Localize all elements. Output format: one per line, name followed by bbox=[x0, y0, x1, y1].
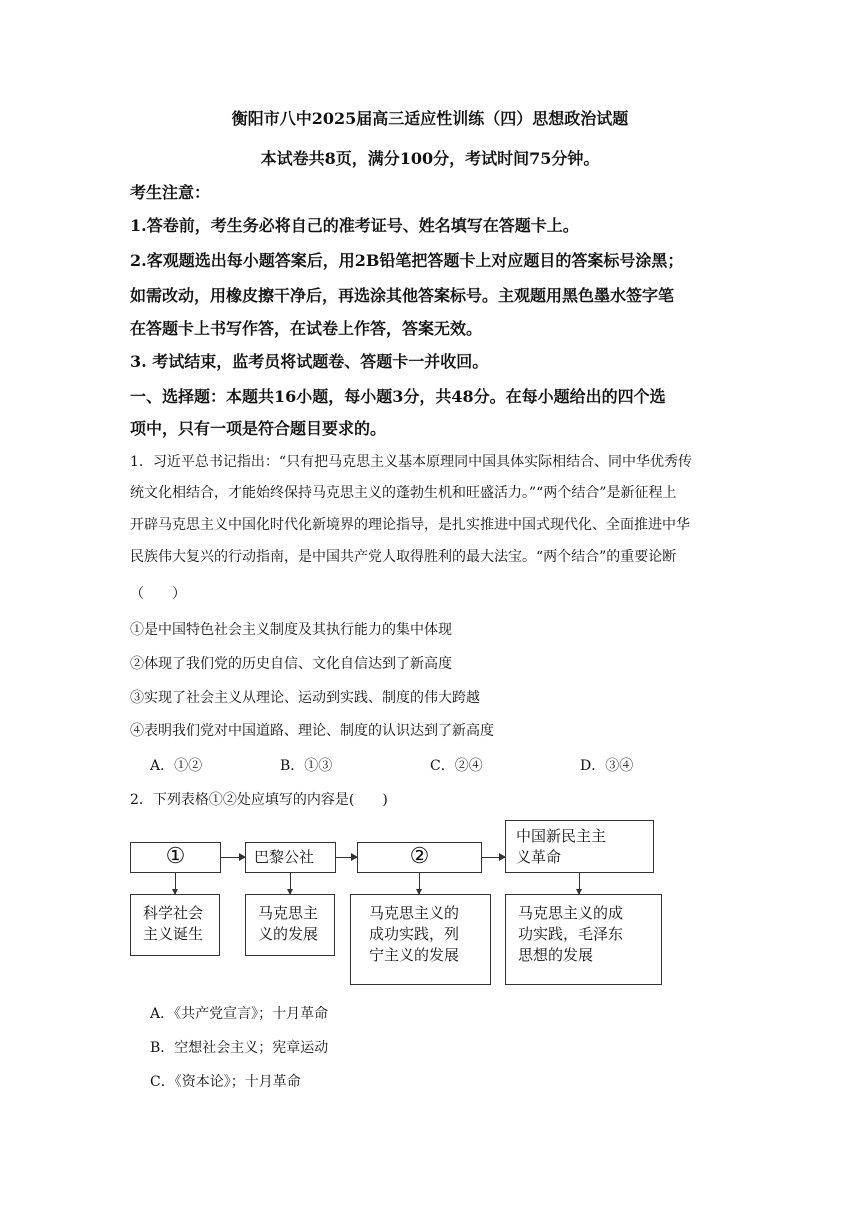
diagram-box-line: 马克思主 bbox=[258, 904, 319, 922]
question-1-option-b: B．①③ bbox=[280, 758, 333, 774]
question-2-option-c: C．《资本论》；十月革命 bbox=[150, 1074, 301, 1090]
question-2-option-b: B．空想社会主义；宪章运动 bbox=[150, 1040, 329, 1056]
question-1-item: ②体现了我们党的历史自信、文化自信达到了新高度 bbox=[130, 656, 452, 672]
notice-line: 如需改动，用橡皮擦干净后，再选涂其他答案标号。主观题用黑色墨水签字笔 bbox=[130, 286, 675, 305]
diagram-arrow bbox=[482, 857, 505, 858]
diagram-box-blank-1: ① bbox=[130, 842, 221, 873]
diagram-box-blank-2: ② bbox=[357, 842, 482, 873]
question-1-option-c: C．②④ bbox=[430, 758, 483, 774]
question-1-option-d: D．③④ bbox=[580, 758, 634, 774]
question-1-stem: 统文化相结合，才能始终保持马克思主义的蓬勃生机和旺盛活力。”“两个结合”是新征程上 bbox=[130, 485, 677, 501]
diagram-box-line: 宁主义的发展 bbox=[369, 946, 460, 964]
question-1-option-a: A．①② bbox=[150, 758, 203, 774]
diagram-arrow bbox=[579, 873, 580, 894]
question-1-stem: 开辟马克思主义中国化时代化新境界的理论指导，是扎实推进中国式现代化、全面推进中华 bbox=[130, 517, 690, 533]
question-2-option-a: A．《共产党宣言》；十月革命 bbox=[150, 1006, 329, 1022]
diagram-box-line: 科学社会 bbox=[143, 904, 204, 922]
question-1-stem: 1．习近平总书记指出：“只有把马克思主义基本原理同中国具体实际相结合、同中华优秀传 bbox=[130, 454, 693, 470]
question-1-item: ③实现了社会主义从理论、运动到实践、制度的伟大跨越 bbox=[130, 690, 480, 706]
question-1-blank: （ ） bbox=[130, 586, 186, 602]
diagram-arrow bbox=[175, 873, 176, 894]
diagram-box-paris-commune: 巴黎公社 bbox=[245, 842, 336, 873]
diagram-box-line: 思想的发展 bbox=[518, 946, 594, 964]
notice-line: 2.客观题选出每小题答案后，用2B铅笔把答题卡上对应题目的答案标号涂黑； bbox=[130, 251, 684, 270]
diagram-box-line: 中国新民主主 bbox=[516, 827, 607, 845]
diagram-box-marxism-development bbox=[245, 894, 335, 956]
diagram-arrow bbox=[336, 857, 357, 858]
question-2-stem: 2．下列表格①②处应填写的内容是( ) bbox=[130, 792, 388, 808]
diagram-arrow bbox=[221, 857, 245, 858]
diagram-box-new-democratic-revolution bbox=[505, 820, 654, 873]
notice-line: 在答题卡上书写作答，在试卷上作答，答案无效。 bbox=[130, 319, 483, 338]
notice-heading: 考生注意： bbox=[130, 183, 211, 202]
diagram-box-leninism bbox=[350, 894, 491, 985]
exam-title: 衡阳市八中2025届高三适应性训练（四）思想政治试题 bbox=[231, 109, 629, 128]
diagram-box-line: 马克思主义的成 bbox=[518, 904, 624, 922]
section-heading: 一、选择题：本题共16小题，每小题3分，共48分。在每小题给出的四个选 bbox=[130, 387, 666, 406]
diagram-box-line: 义的发展 bbox=[258, 925, 319, 943]
diagram-arrow bbox=[290, 873, 291, 894]
question-1-item: ①是中国特色社会主义制度及其执行能力的集中体现 bbox=[130, 622, 452, 638]
diagram-box-line: 功实践，毛泽东 bbox=[518, 925, 624, 943]
diagram-arrow bbox=[419, 873, 420, 894]
section-heading: 项中，只有一项是符合题目要求的。 bbox=[130, 419, 387, 438]
question-1-stem: 民族伟大复兴的行动指南，是中国共产党人取得胜利的最大法宝。“两个结合”的重要论断 bbox=[130, 549, 677, 565]
diagram-box-line: 主义诞生 bbox=[143, 925, 204, 943]
diagram-box-line: 成功实践，列 bbox=[369, 925, 460, 943]
diagram-box-line: 义革命 bbox=[516, 848, 562, 866]
diagram-box-scientific-socialism bbox=[130, 894, 220, 956]
exam-subtitle: 本试卷共8页，满分100分，考试时间75分钟。 bbox=[260, 149, 600, 168]
diagram-box-mao-zedong-thought bbox=[505, 894, 662, 985]
diagram-box-line: 马克思主义的 bbox=[369, 904, 460, 922]
notice-line: 1.答卷前，考生务必将自己的准考证号、姓名填写在答题卡上。 bbox=[130, 216, 579, 235]
notice-line: 3. 考试结束，监考员将试题卷、答题卡一并收回。 bbox=[130, 352, 489, 371]
question-1-item: ④表明我们党对中国道路、理论、制度的认识达到了新高度 bbox=[130, 723, 494, 739]
